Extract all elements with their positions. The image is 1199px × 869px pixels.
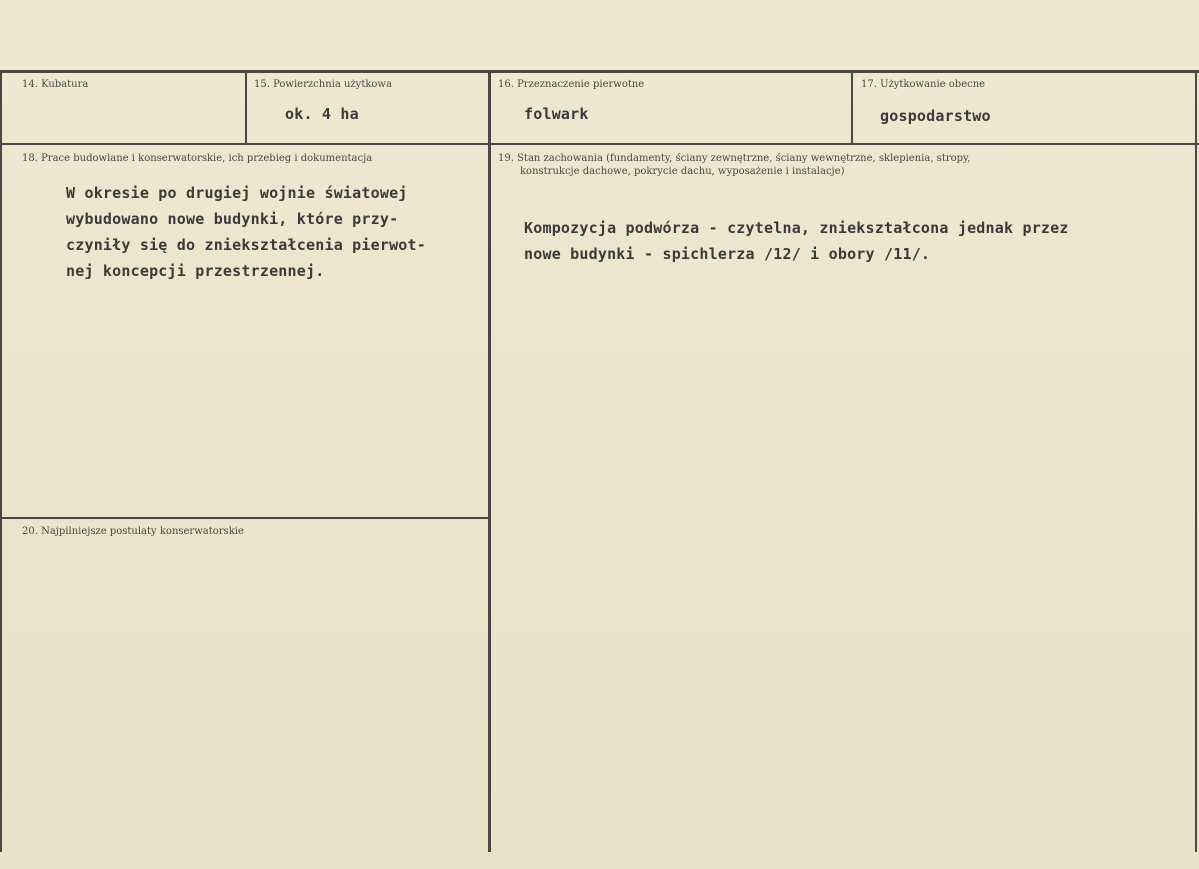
field-19-label-line2: konstrukcje dachowe, pokrycie dachu, wyposażenie i instalacje) [520,166,845,177]
field-18-line: nej koncepcji przestrzennej. [66,262,325,280]
field-17-value: gospodarstwo [880,107,991,125]
field-19-label-line1: 19. Stan zachowania (fundamenty, ściany zewnętrzne, ściany wewnętrzne, sklepienia, stropy, [498,153,971,164]
field-18-line: czyniły się do zniekształcenia pierwot- [66,236,426,254]
right-edge-rule [1195,72,1197,852]
field-18-line: W okresie po drugiej wojnie światowej [66,184,408,202]
section-18-bottom-rule [0,517,490,519]
field-20-label: 20. Najpilniejsze postulaty konserwatorskie [22,526,244,537]
row1-bottom-rule [0,143,1199,145]
left-edge-rule [0,72,2,852]
field-15-value: ok. 4 ha [285,105,359,123]
field-14-label: 14. Kubatura [22,79,89,90]
field-15-label: 15. Powierzchnia użytkowa [254,79,392,90]
field-16-value: folwark [524,105,589,123]
top-rule [0,70,1199,73]
field-17-label: 17. Użytkowanie obecne [861,79,986,90]
divider-15-16 [488,72,491,852]
divider-14-15 [245,72,247,144]
field-19-line: nowe budynki - spichlerza /12/ i obory /11/. [524,245,931,263]
field-18-line: wybudowano nowe budynki, które przy- [66,210,399,228]
field-16-label: 16. Przeznaczenie pierwotne [498,79,645,90]
divider-16-17 [851,72,853,144]
field-18-label: 18. Prace budowlane i konserwatorskie, ich przebieg i dokumentacja [22,153,373,164]
field-19-line: Kompozycja podwórza - czytelna, zniekształcona jednak przez [524,219,1069,237]
